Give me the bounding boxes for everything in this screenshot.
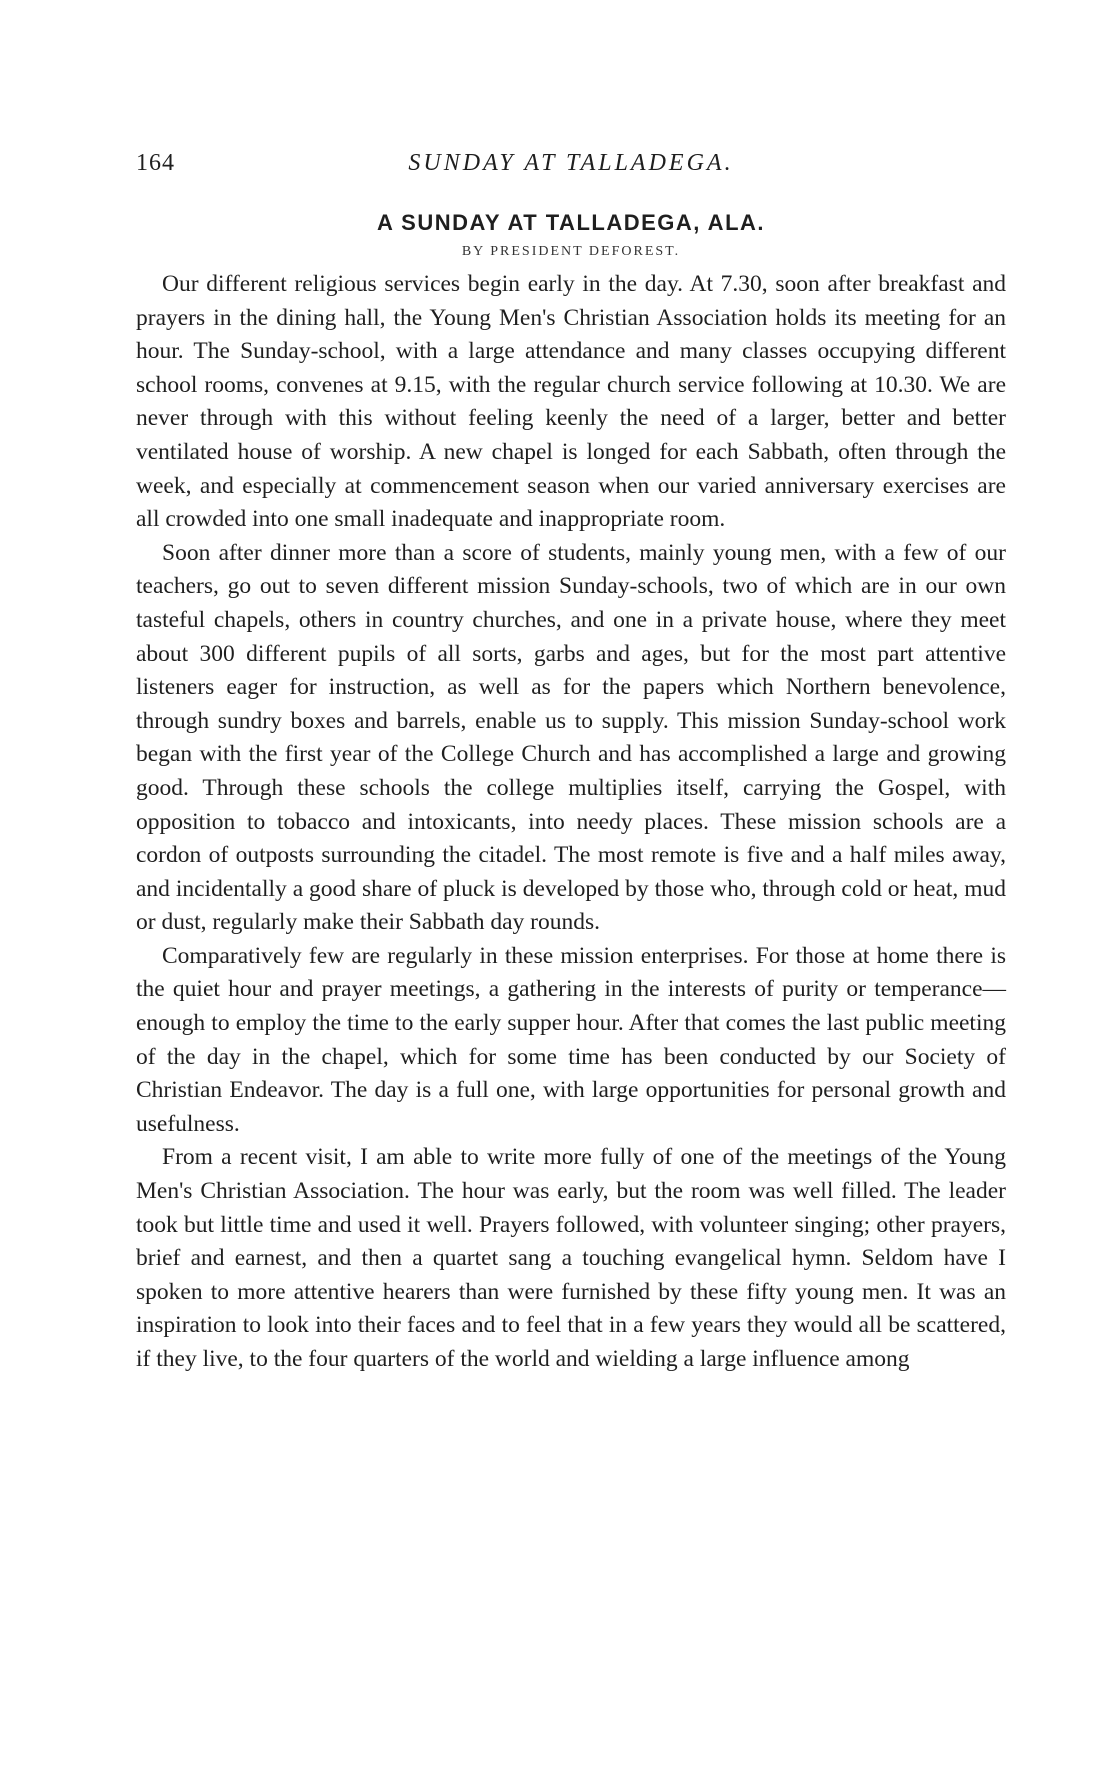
article-body	[136, 268, 1006, 1377]
page-number: 164	[136, 150, 175, 176]
running-title: SUNDAY AT TALLADEGA.	[408, 150, 734, 176]
running-header	[136, 150, 1006, 186]
article-byline: BY PRESIDENT DEFOREST.	[461, 244, 681, 259]
article-title: A SUNDAY AT TALLADEGA, ALA.	[376, 210, 766, 235]
paragraph-mission-schools: Soon after dinner more than a score of students, mainly young men, with a few of our teachers, go out to seven different mission Sunday-schools, two of which are in our own tasteful chapels, others in country churches, and one in a private house, where they meet about 300 different pupils of all sorts, garbs and ages, but for the most part attentive listeners eager for instruction, as well as for the papers which Northern benevolence, through sundry boxes and barrels, enable us to supply. This mission Sunday-school work began with the first year of the College Church and has accomplished a large and growing good. Through these schools the college multiplies itself, carrying the Gospel, with opposition to tobacco and intoxicants, into needy places. These mission schools are a cordon of outposts surrounding the citadel. The most remote is five and a half miles away, and incidentally a good share of pluck is developed by those who, through cold or heat, mud or dust, regularly make their Sabbath day rounds.	[136, 539, 1006, 936]
book-page	[136, 150, 1006, 1377]
paragraph-ymca-meeting: From a recent visit, I am able to write more fully of one of the meetings of the Young Men's Christian Association. The hour was early, but the room was well filled. The leader took but little time and used it well. Prayers followed, with volunteer singing; other prayers, brief and earnest, and then a quartet sang a touching evangelical hymn. Seldom have I spoken to more attentive hearers than were furnished by these fifty young men. It was an inspiration to look into their faces and to feel that in a few years they would all be scattered, if they live, to the four quarters of the world and wielding a large influence among	[136, 1144, 1006, 1372]
paragraph-services: Our different religious services begin early in the day. At 7.30, soon after breakfast and prayers in the dining hall, the Young Men's Christian Association holds its meeting for an hour. The Sunday-school, with a large attendance and many classes occupying different school rooms, convenes at 9.15, with the regular church service following at 10.30. We are never through with this without feeling keenly the need of a larger, better and better ventilated house of worship. A new chapel is longed for each Sabbath, often through the week, and especially at commencement season when our varied anniversary exercises are all crowded into one small inadequate and inappropriate room.	[136, 271, 1006, 533]
paragraph-home-meetings: Comparatively few are regularly in these mission enterprises. For those at home there is the quiet hour and prayer meetings, a gathering in the interests of purity or temperance—enough to employ the time to the early supper hour. After that comes the last public meeting of the day in the chapel, which for some time has been conducted by our Society of Christian Endeavor. The day is a full one, with large opportunities for personal growth and usefulness.	[136, 942, 1006, 1137]
